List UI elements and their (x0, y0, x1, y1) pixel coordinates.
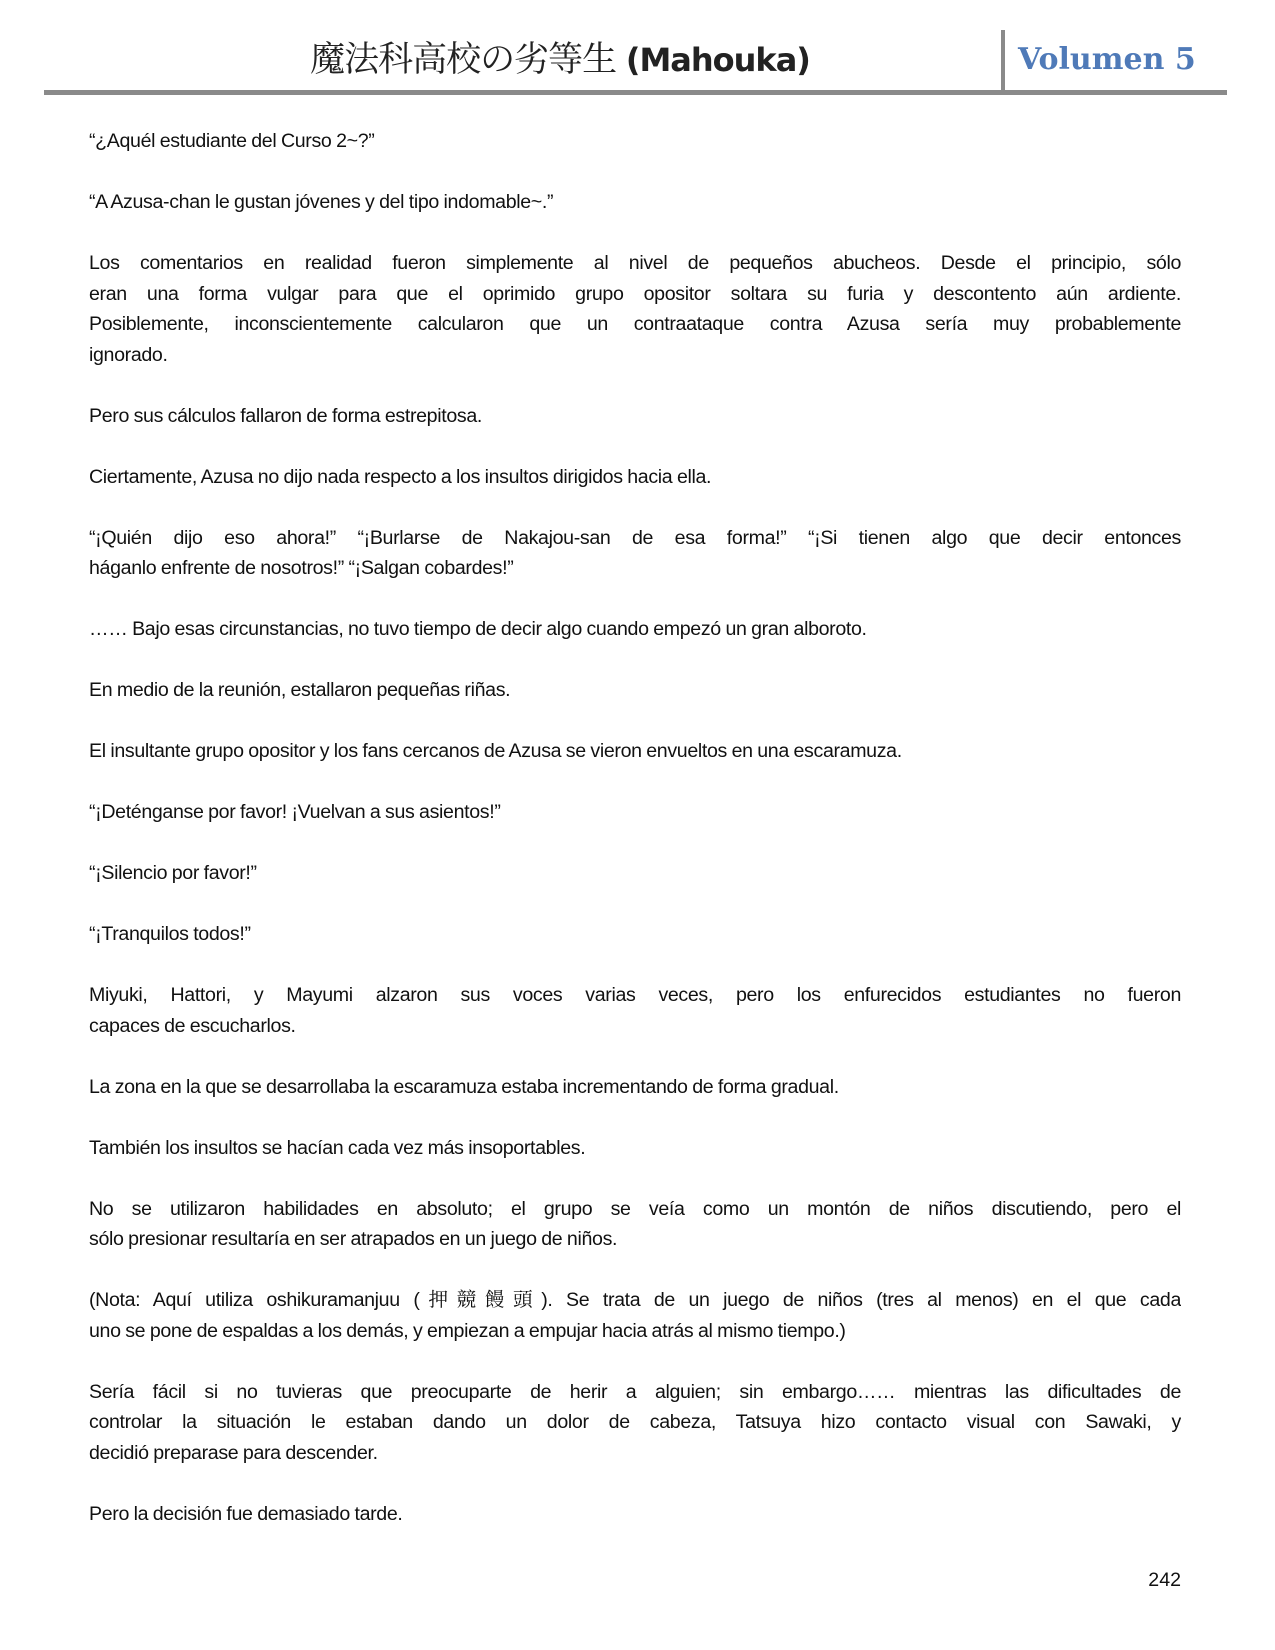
paragraph-line: ignorado. (89, 343, 168, 366)
paragraph-line: En medio de la reunión, estallaron pequeñas riñas. (89, 679, 511, 701)
header-divider (1001, 30, 1005, 95)
paragraph (89, 401, 1181, 432)
paragraph (89, 1194, 1181, 1255)
paragraph-line: Pero sus cálculos fallaron de forma estrepitosa. (89, 404, 482, 427)
paragraph (89, 980, 1181, 1041)
paragraph (89, 919, 1181, 950)
paragraph-line: (Nota: Aquí utiliza oshikuramanjuu (押競饅頭). Se trata de un juego de niños (tres al menos) en el que cada (89, 1289, 1181, 1311)
paragraph-line: Posiblemente, inconscientemente calcularon que un contraataque contra Azusa sería muy probablemente (89, 313, 1181, 335)
paragraph-line: “¡Silencio por favor!” (89, 862, 257, 884)
paragraph (89, 248, 1181, 370)
paragraph-line: La zona en la que se desarrollaba la escaramuza estaba incrementando de forma gradual. (89, 1075, 839, 1098)
paragraph-line: “¿Aquél estudiante del Curso 2~?” (89, 130, 375, 152)
paragraph-line: También los insultos se hacían cada vez más insoportables. (89, 1136, 586, 1159)
paragraph (89, 523, 1181, 584)
paragraph-line: “¡Deténganse por favor! ¡Vuelvan a sus asientos!” (89, 801, 501, 823)
paragraph-line: No se utilizaron habilidades en absoluto; el grupo se veía como un montón de niños discutiendo, pero el (89, 1197, 1181, 1220)
paragraph-line: eran una forma vulgar para que el oprimido grupo opositor soltara su furia y descontento aún ardiente. (89, 282, 1181, 305)
paragraph (89, 797, 1181, 828)
paragraph-line: sólo presionar resultaría en ser atrapados en un juego de niños. (89, 1228, 618, 1250)
paragraph-line: capaces de escucharlos. (89, 1014, 296, 1037)
paragraph (89, 1072, 1181, 1103)
header-rule (44, 90, 1227, 95)
paragraph (89, 1133, 1181, 1164)
paragraph (89, 1499, 1181, 1530)
paragraph-line: …… Bajo esas circunstancias, no tuvo tiempo de decir algo cuando empezó un gran alboroto. (89, 618, 867, 640)
paragraph (89, 462, 1181, 493)
paragraph-line: Miyuki, Hattori, y Mayumi alzaron sus voces varias veces, pero los enfurecidos estudiantes no fueron (89, 984, 1181, 1006)
header-title-english: (Mahouka) (625, 41, 810, 79)
paragraph-line: háganlo enfrente de nosotros!” “¡Salgan cobardes!” (89, 557, 514, 579)
paragraph (89, 858, 1181, 889)
paragraph (89, 736, 1181, 767)
paragraph (89, 1285, 1181, 1346)
paragraph (89, 675, 1181, 706)
header-title-japanese: 魔法科高校の劣等生 (310, 40, 617, 80)
header-volume-label: Volumen 5 (1018, 42, 1196, 77)
body-text (89, 126, 1181, 1560)
paragraph-line: Los comentarios en realidad fueron simplemente al nivel de pequeños abucheos. Desde el principio, sólo (89, 252, 1181, 274)
paragraph-line: “A Azusa-chan le gustan jóvenes y del tipo indomable~.” (89, 191, 554, 213)
paragraph (89, 187, 1181, 218)
paragraph-line: “¡Quién dijo eso ahora!” “¡Burlarse de Nakajou-san de esa forma!” “¡Si tienen algo que decir entonces (89, 526, 1181, 549)
paragraph-line: Sería fácil si no tuvieras que preocuparte de herir a alguien; sin embargo…… mientras las dificultades de (89, 1380, 1181, 1403)
header-title (200, 36, 920, 84)
paragraph-line: El insultante grupo opositor y los fans cercanos de Azusa se vieron envueltos en una escaramuza. (89, 740, 902, 762)
paragraph-line: controlar la situación le estaban dando un dolor de cabeza, Tatsuya hizo contacto visual con Sawaki, y (89, 1411, 1181, 1433)
paragraph-line: uno se pone de espaldas a los demás, y empiezan a empujar hacia atrás al mismo tiempo.) (89, 1319, 846, 1342)
paragraph (89, 614, 1181, 645)
paragraph-line: “¡Tranquilos todos!” (89, 923, 251, 945)
paragraph-line: decidió preparase para descender. (89, 1441, 378, 1464)
paragraph-line: Ciertamente, Azusa no dijo nada respecto a los insultos dirigidos hacia ella. (89, 465, 712, 488)
paragraph (89, 126, 1181, 157)
paragraph-line: Pero la decisión fue demasiado tarde. (89, 1502, 403, 1525)
page-number: 242 (1148, 1569, 1181, 1591)
paragraph (89, 1377, 1181, 1469)
